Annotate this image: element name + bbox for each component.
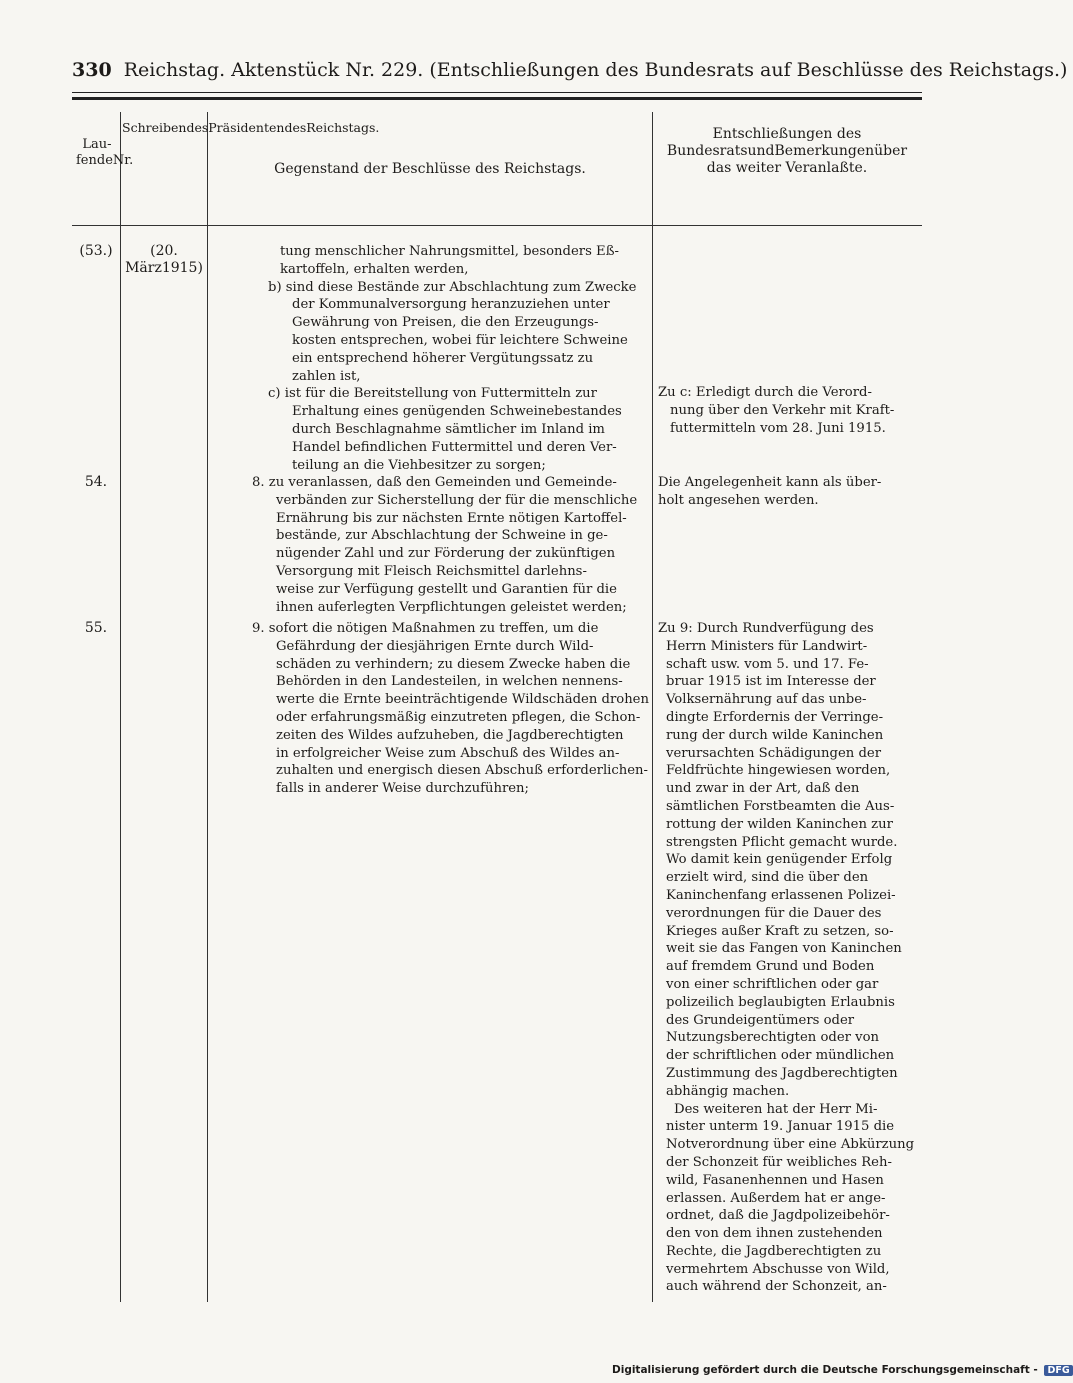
text-line: abhängig machen.	[666, 1083, 790, 1099]
decision-text	[658, 474, 922, 510]
text-line: von einer schriftlichen oder gar	[666, 976, 879, 992]
text-line: Handel befindlichen Futtermittel und deren Ver-	[292, 439, 617, 455]
text-line: Nutzungsberechtigten oder von	[666, 1030, 880, 1046]
column-header-entschliessungen	[656, 126, 918, 177]
subject-text	[252, 474, 648, 616]
text-line: zeiten des Wildes aufzuheben, die Jagdberechtigten	[276, 727, 624, 743]
column-header-gegenstand: Gegenstand der Beschlüsse des Reichstags.	[274, 161, 586, 177]
row-number: (53.)	[79, 243, 113, 259]
footer-text: Digitalisierung gefördert durch die Deutsche Forschungsgemeinschaft -	[612, 1364, 1038, 1376]
text-line: erzielt wird, sind die über den	[666, 870, 869, 886]
text-line: den von dem ihnen zustehenden	[666, 1226, 883, 1242]
text-line: Erhaltung eines genügenden Schweinebestandes	[292, 404, 622, 420]
text-line: falls in anderer Weise durchzuführen;	[276, 781, 529, 797]
header-rule-thick	[72, 97, 922, 100]
text-line: Notverordnung über eine Abkürzung	[666, 1137, 915, 1153]
text-line: dingte Erfordernis der Verringe-	[666, 709, 884, 725]
subject-text	[252, 620, 648, 798]
text-line: verordnungen für die Dauer des	[666, 905, 882, 921]
text-line: zuhalten und energisch diesen Abschuß erforderlichen-	[276, 763, 649, 779]
text-line: und	[747, 143, 775, 159]
text-line: futtermitteln vom 28. Juni 1915.	[670, 420, 886, 436]
text-line: werte die Ernte beeinträchtigende Wildschäden drohen	[276, 692, 649, 708]
text-line: schaft usw. vom 5. und 17. Fe-	[666, 656, 869, 672]
text-line: in erfolgreicher Weise zum Abschuß des Wildes an-	[276, 745, 620, 761]
text-line: auch während der Schonzeit, an-	[666, 1279, 887, 1295]
text-line: wild, Fasanenhennen und Hasen	[666, 1172, 884, 1188]
text-line: bestände, zur Abschlachtung der Schweine in ge-	[276, 528, 608, 544]
text-line: rottung der wilden Kaninchen zur	[666, 816, 893, 832]
column-header-schreiben	[122, 120, 380, 136]
text-line: b) sind diese Bestände zur Abschlachtung zum Zwecke	[268, 279, 637, 295]
text-line: verbänden zur Sicherstellung der für die menschliche	[276, 492, 638, 508]
subject-text	[268, 243, 648, 474]
text-line: weise zur Verfügung gestellt und Garantien für die	[276, 581, 617, 597]
text-line: tung menschlicher Nahrungsmittel, besonders Eß-	[280, 244, 619, 259]
text-line: weit sie das Fangen von Kaninchen	[666, 941, 902, 957]
text-line: teilung an die Viehbesitzer zu sorgen;	[292, 457, 546, 473]
text-line: Des weiteren hat der Herr Mi-	[674, 1101, 878, 1117]
text-line: ordnet, daß die Jagdpolizeibehör-	[666, 1208, 890, 1224]
text-line: Versorgung mit Fleisch Reichsmittel darlehns-	[276, 563, 587, 579]
row-number: 55.	[84, 620, 108, 636]
text-line: Reichstags.	[306, 120, 380, 135]
row-date	[122, 243, 206, 277]
text-line: Behörden in den Landesteilen, in welchen nennens-	[276, 674, 623, 690]
text-line: (20. März	[125, 243, 178, 276]
digitization-footer	[612, 1364, 1070, 1376]
text-line: sämtlichen Forstbeamten die Aus-	[666, 798, 895, 814]
text-line: holt angesehen werden.	[658, 492, 819, 508]
text-line: fende	[76, 152, 113, 168]
text-line: Feldfrüchte hingewiesen worden,	[666, 763, 891, 779]
text-line: Nr.	[112, 152, 134, 168]
text-line: Gewährung von Preisen, die den Erzeugungs-	[292, 315, 599, 331]
text-line: Herrn Ministers für Landwirt-	[666, 638, 868, 654]
text-line: Präsidenten	[208, 120, 285, 135]
column-divider	[120, 112, 121, 1302]
text-line: Entschließungen des Bundesrats	[666, 126, 862, 159]
text-line: Lau-	[82, 137, 112, 152]
text-line: Ernährung bis zur nächsten Ernte nötigen Kartoffel-	[276, 510, 627, 526]
text-line: nung über den Verkehr mit Kraft-	[670, 402, 895, 418]
running-head-title: Reichstag. Aktenstück Nr. 229. (Entschließungen des Bundesrats auf Beschlüsse des Reichstags.)	[123, 59, 1068, 81]
text-line: des	[284, 120, 307, 135]
text-line: Zu c: Erledigt durch die Verord-	[658, 385, 872, 400]
text-line: verursachten Schädigungen der	[666, 745, 881, 761]
column-header-nr	[76, 137, 134, 168]
text-line: des	[186, 120, 209, 135]
text-line: Kaninchenfang erlassenen Polizei-	[666, 887, 896, 903]
text-line: nügender Zahl und zur Förderung der zukünftigen	[276, 546, 616, 562]
text-line: des Grundeigentümers oder	[666, 1012, 855, 1028]
text-line: zahlen ist,	[292, 368, 361, 384]
text-line: der Schonzeit für weibliches Reh-	[666, 1154, 892, 1170]
text-line: 1915)	[161, 260, 203, 276]
text-line: auf fremdem Grund und Boden	[666, 959, 875, 975]
header-rule-thin	[72, 92, 922, 93]
text-line: Gefährdung der diesjährigen Ernte durch Wild-	[276, 638, 594, 654]
text-line: vermehrtem Abschusse von Wild,	[666, 1261, 890, 1277]
text-line: erlassen. Außerdem hat er ange-	[666, 1190, 886, 1206]
column-divider	[652, 112, 653, 1302]
text-line: über das weiter Veranlaßte.	[706, 143, 908, 176]
decision-text	[658, 384, 922, 437]
text-line: c) ist für die Bereitstellung von Futtermitteln zur	[268, 386, 597, 402]
dfg-logo: DFG	[1044, 1365, 1072, 1376]
text-line: der Kommunalversorgung heranzuziehen unter	[292, 297, 610, 313]
text-line: und zwar in der Art, daß den	[666, 781, 860, 797]
decision-text	[658, 620, 922, 1296]
text-line: ein entsprechend höherer Vergütungssatz zu	[292, 350, 594, 366]
text-line: bruar 1915 ist im Interesse der	[666, 674, 876, 690]
text-line: Die Angelegenheit kann als über-	[658, 475, 882, 490]
text-line: oder erfahrungsmäßig einzutreten pflegen, die Schon-	[276, 709, 641, 725]
text-line: Rechte, die Jagdberechtigten zu	[666, 1243, 882, 1259]
text-line: rung der durch wilde Kaninchen	[666, 727, 884, 743]
text-line: Bemerkungen	[774, 143, 875, 159]
page-number: 330	[72, 59, 112, 81]
text-line: Schreiben	[122, 120, 187, 135]
text-line: polizeilich beglaubigten Erlaubnis	[666, 994, 895, 1010]
text-line: durch Beschlagnahme sämtlicher im Inland im	[292, 421, 605, 437]
text-line: Zu 9: Durch Rundverfügung des	[658, 621, 874, 636]
text-line: Krieges außer Kraft zu setzen, so-	[666, 923, 894, 939]
text-line: ihnen auferlegten Verpflichtungen geleistet werden;	[276, 599, 627, 615]
text-line: Wo damit kein genügender Erfolg	[666, 852, 893, 868]
column-header-rule	[72, 225, 922, 226]
text-line: der schriftlichen oder mündlichen	[666, 1048, 895, 1064]
text-line: 8. zu veranlassen, daß den Gemeinden und Gemeinde-	[252, 475, 617, 490]
text-line: strengsten Pflicht gemacht wurde.	[666, 834, 898, 850]
running-head	[72, 56, 1068, 84]
row-number: 54.	[84, 474, 108, 490]
text-line: kartoffeln, erhalten werden,	[280, 261, 469, 277]
text-line: Zustimmung des Jagdberechtigten	[666, 1065, 898, 1081]
text-line: Volksernährung auf das unbe-	[666, 692, 867, 708]
column-divider	[207, 112, 208, 1302]
text-line: 9. sofort die nötigen Maßnahmen zu treffen, um die	[252, 621, 599, 636]
text-line: schäden zu verhindern; zu diesem Zwecke haben die	[276, 656, 631, 672]
text-line: kosten entsprechen, wobei für leichtere Schweine	[292, 332, 628, 348]
text-line: nister unterm 19. Januar 1915 die	[666, 1119, 895, 1135]
